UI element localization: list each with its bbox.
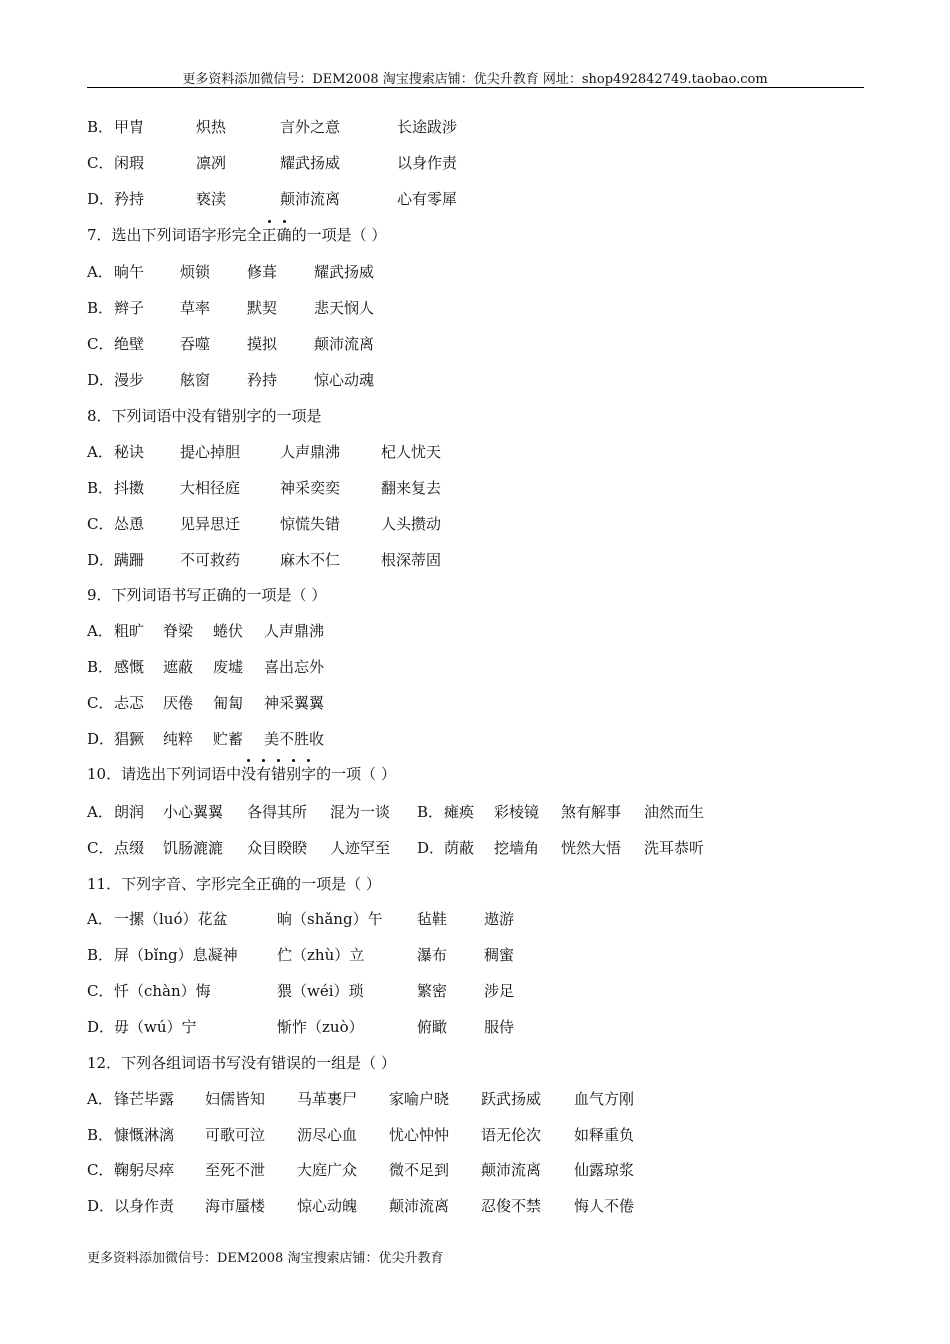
q7-option-d: D． 漫步 舷窗 矜持 惊心动魂 (87, 371, 375, 389)
q9-option-b: B． 感慨 遮蔽 废墟 喜出忘外 (87, 658, 325, 676)
q7-option-c: C． 绝壁 吞噬 摸拟 颠沛流离 (87, 335, 375, 353)
q7-option-a: A． 晌午 烦锁 修葺 耀武扬威 (87, 263, 375, 281)
q12-option-a: A． 锋芒毕露 妇儒皆知 马革裹尸 家喻户晓 跃武扬威 血气方刚 (87, 1090, 635, 1108)
q8-option-c: C． 怂恿 见异思迁 惊慌失错 人头攒动 (87, 515, 442, 533)
q6-option-d: D． 矜持 亵渎 颠沛流离 心有零犀 (87, 190, 458, 208)
page-footer: 更多资料添加微信号：DEM2008 淘宝搜索店铺：优尖升教育 (87, 1251, 444, 1266)
q12-option-b: B． 慷慨淋漓 可歌可泣 沥尽心血 忧心忡忡 语无伦次 如释重负 (87, 1126, 635, 1144)
q12-option-d: D． 以身作责 海市蜃楼 惊心动魄 颠沛流离 忍俊不禁 悔人不倦 (87, 1197, 635, 1215)
emphasis-char: 没 (241, 762, 256, 786)
page-header: 更多资料添加微信号：DEM2008 淘宝搜索店铺：优尖升教育 网址：shop492842749.taobao.com (182, 72, 768, 87)
emphasis-char: 别 (286, 762, 301, 786)
q7-option-b: B． 辫子 草率 默契 悲天悯人 (87, 299, 375, 317)
emphasis-char: 字 (301, 762, 316, 786)
q6-option-b: B． 甲胄 炽热 言外之意 长途跋涉 (87, 118, 458, 136)
q8-option-d: D． 蹒跚 不可救药 麻木不仁 根深蒂固 (87, 551, 442, 569)
q11-option-b: B． 屏（bǐng）息凝神 伫（zhù）立 瀑布 稠蜜 (87, 946, 515, 964)
q9-option-a: A． 粗旷 脊梁 蜷伏 人声鼎沸 (87, 622, 325, 640)
q12-stem: 12．下列各组词语书写没有错误的一组是（ ） (87, 1054, 396, 1072)
q9-option-c: C． 忐忑 厌倦 匍匐 神采翼翼 (87, 694, 325, 712)
q12-option-c: C． 鞠躬尽瘁 至死不泄 大庭广众 微不足到 颠沛流离 仙露琼浆 (87, 1161, 635, 1179)
emphasis-char: 正 (262, 223, 277, 247)
q8-stem: 8．下列词语中没有错别字的一项是 (87, 407, 322, 425)
q10-stem: 10．请选出下列词语中没有错别字的一项（ ） (87, 762, 396, 786)
emphasis-char: 有 (256, 762, 271, 786)
q11-stem: 11．下列字音、字形完全正确的一项是（ ） (87, 875, 381, 893)
q11-option-d: D． 毋（wú）宁 惭怍（zuò） 俯瞰 服侍 (87, 1018, 515, 1036)
q8-option-a: A． 秘诀 提心掉胆 人声鼎沸 杞人忧天 (87, 443, 442, 461)
emphasis-char: 错 (271, 762, 286, 786)
q8-option-b: B． 抖擞 大相径庭 神采奕奕 翻来复去 (87, 479, 442, 497)
q6-option-c: C． 闲瑕 凛冽 耀武扬威 以身作责 (87, 154, 458, 172)
header-divider (87, 87, 864, 88)
q7-stem: 7．选出下列词语字形完全正确的一项是（ ） (87, 223, 386, 247)
q9-stem: 9．下列词语书写正确的一项是（ ） (87, 586, 327, 604)
q11-option-a: A． 一摞（luó）花盆 晌（shǎng）午 毡鞋 遨游 (87, 910, 515, 928)
emphasis-char: 确 (277, 223, 292, 247)
q9-option-d: D． 猖獗 纯粹 贮蓄 美不胜收 (87, 730, 325, 748)
q11-option-c: C． 忏（chàn）悔 猥（wéi）琐 繁密 涉足 (87, 982, 515, 1000)
